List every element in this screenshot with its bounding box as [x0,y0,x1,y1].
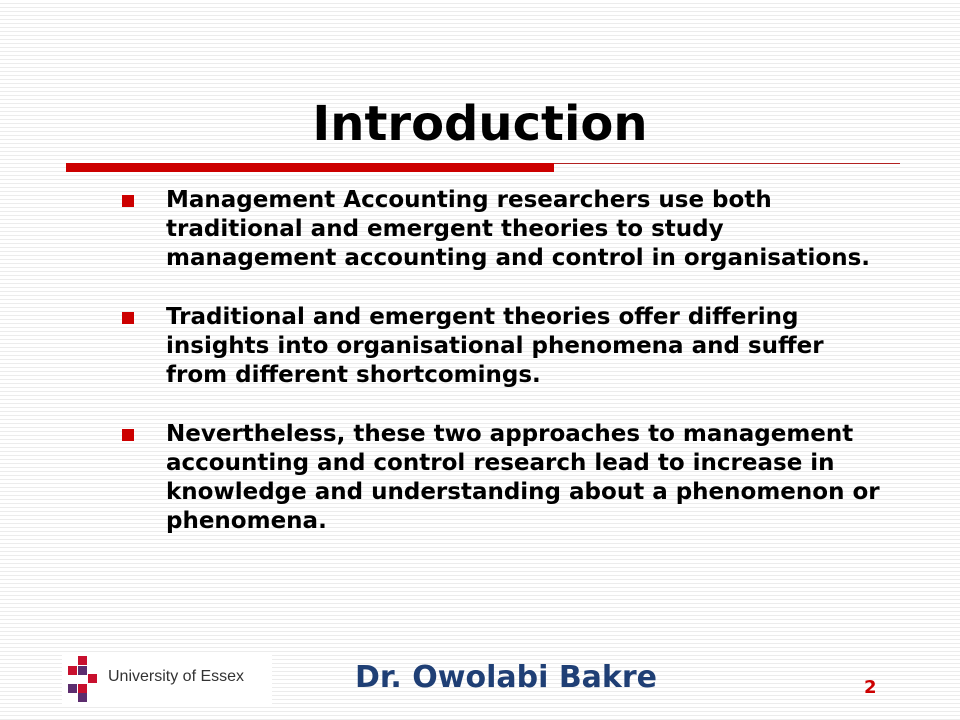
bullet-list [120,186,880,566]
bullet-item [120,420,880,536]
university-logo [62,654,272,704]
bullet-text: Traditional and emergent theories offer differing insights into organisational phenomena and suffer from different shortcomings. [166,304,824,388]
bullet-item [120,303,880,390]
slide-number: 2 [864,677,877,698]
square-bullet-icon [122,195,134,207]
title-underline-rule [554,163,900,164]
essex-crest-icon [68,656,98,702]
slide-title: Introduction [312,96,648,152]
author-name: Dr. Owolabi Bakre [355,660,658,695]
square-bullet-icon [122,312,134,324]
bullet-text: Management Accounting researchers use both traditional and emergent theories to study management accounting and control in organisations. [166,187,870,271]
square-bullet-icon [122,429,134,441]
bullet-text: Nevertheless, these two approaches to management accounting and control research lead to increase in knowledge and understanding about a phenomenon or phenomena. [166,421,880,534]
logo-text: University of Essex [108,668,245,685]
title-underline-accent [66,163,554,172]
bullet-item [120,186,880,273]
